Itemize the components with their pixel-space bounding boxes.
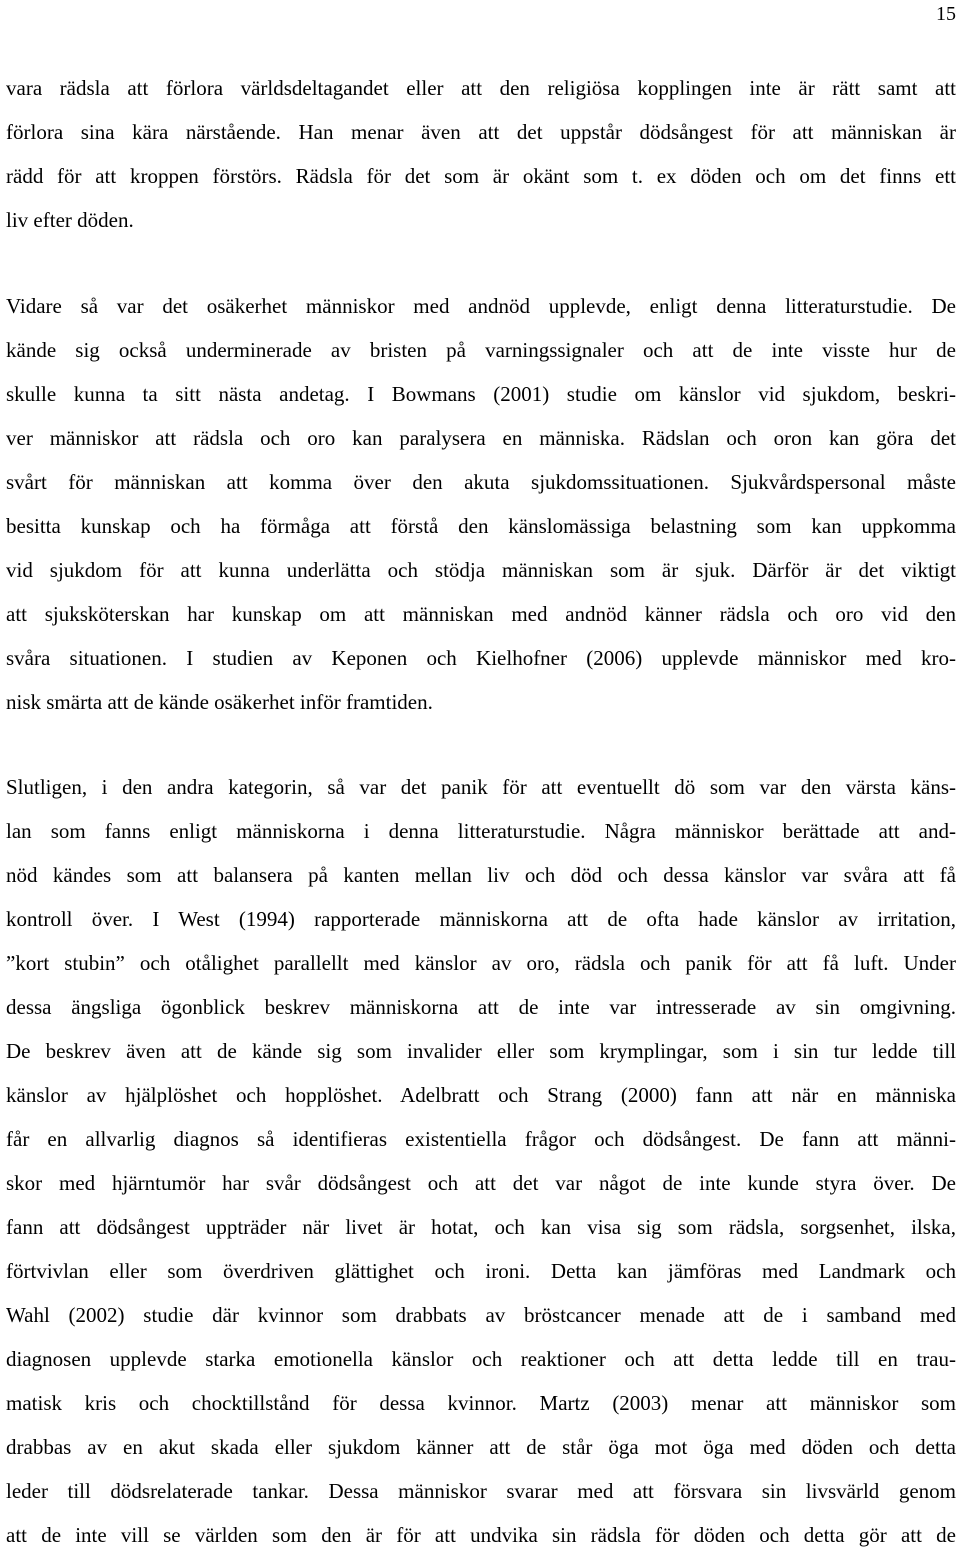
text-line: nöd kändes som att balansera på kanten mellan liv och död och dessa känslor var svåra att få (6, 863, 956, 887)
text-line: känslor av hjälplöshet och hopplöshet. Adelbratt och Strang (2000) fann att när en människa (6, 1083, 956, 1107)
text-line: förtvivlan eller som överdriven glättighet och ironi. Detta kan jämföras med Landmark och (6, 1259, 956, 1283)
text-line: Slutligen, i den andra kategorin, så var det panik för att eventuellt dö som var den värsta käns- (6, 775, 956, 799)
text-line: får en allvarlig diagnos så identifieras existentiella frågor och dödsångest. De fann att männi- (6, 1127, 956, 1151)
text-line: Wahl (2002) studie där kvinnor som drabbats av bröstcancer menade att de i samband med (6, 1303, 956, 1327)
paragraph-1 (6, 66, 956, 242)
text-line: svåra situationen. I studien av Keponen och Kielhofner (2006) upplevde människor med kro- (6, 646, 956, 670)
text-line: drabbas av en akut skada eller sjukdom känner att de står öga mot öga med döden och detta (6, 1435, 956, 1459)
paragraph-3 (6, 765, 956, 1557)
text-line: svårt för människan att komma över den akuta sjukdomssituationen. Sjukvårdspersonal måste (6, 470, 956, 494)
text-line: skulle kunna ta sitt nästa andetag. I Bowmans (2001) studie om känslor vid sjukdom, beskri- (6, 382, 956, 406)
text-line: leder till dödsrelaterade tankar. Dessa människor svarar med att försvara sin livsvärld genom (6, 1479, 956, 1503)
text-line: besitta kunskap och ha förmåga att förstå den känslomässiga belastning som kan uppkomma (6, 514, 956, 538)
text-line: Vidare så var det osäkerhet människor med andnöd upplevde, enligt denna litteraturstudie. De (6, 294, 956, 318)
text-line: fann att dödsångest uppträder när livet är hotat, och kan visa sig som rädsla, sorgsenhet, ilska, (6, 1215, 956, 1239)
text-line: skor med hjärntumör har svår dödsångest och att det var något de inte kunde styra över. De (6, 1171, 956, 1195)
text-line: matisk kris och chocktillstånd för dessa kvinnor. Martz (2003) menar att människor som (6, 1391, 956, 1415)
text-line: De beskrev även att de kände sig som invalider eller som krymplingar, som i sin tur ledde till (6, 1039, 956, 1063)
text-line: kontroll över. I West (1994) rapporterade människorna att de ofta hade känslor av irritation, (6, 907, 956, 931)
text-line: liv efter döden. (6, 208, 134, 232)
text-line: att de inte vill se världen som den är för att undvika sin rädsla för döden och detta gör att de (6, 1523, 956, 1547)
text-line: vara rädsla att förlora världsdeltagandet eller att den religiösa kopplingen inte är rätt samt att (6, 76, 956, 100)
text-line: ver människor att rädsla och oro kan paralysera en människa. Rädslan och oron kan göra det (6, 426, 956, 450)
paragraph-2 (6, 284, 956, 724)
text-line: dessa ängsliga ögonblick beskrev människorna att de inte var intresserade av sin omgivning. (6, 995, 956, 1019)
text-line: nisk smärta att de kände osäkerhet inför framtiden. (6, 690, 433, 714)
text-line: ”kort stubin” och otålighet parallellt med känslor av oro, rädsla och panik för att få luft. Under (6, 951, 956, 975)
text-line: förlora sina kära närstående. Han menar även att det uppstår dödsångest för att människan är (6, 120, 956, 144)
text-line: vid sjukdom för att kunna underlätta och stödja människan som är sjuk. Därför är det viktigt (6, 558, 956, 582)
text-line: kände sig också underminerade av bristen på varningssignaler och att de inte visste hur de (6, 338, 956, 362)
text-line: att sjuksköterskan har kunskap om att människan med andnöd känner rädsla och oro vid den (6, 602, 956, 626)
text-line: lan som fanns enligt människorna i denna litteraturstudie. Några människor berättade att and- (6, 819, 956, 843)
text-line: rädd för att kroppen förstörs. Rädsla för det som är okänt som t. ex döden och om det finns ett (6, 164, 956, 188)
page-number: 15 (936, 3, 956, 25)
text-line: diagnosen upplevde starka emotionella känslor och reaktioner och att detta ledde till en trau- (6, 1347, 956, 1371)
